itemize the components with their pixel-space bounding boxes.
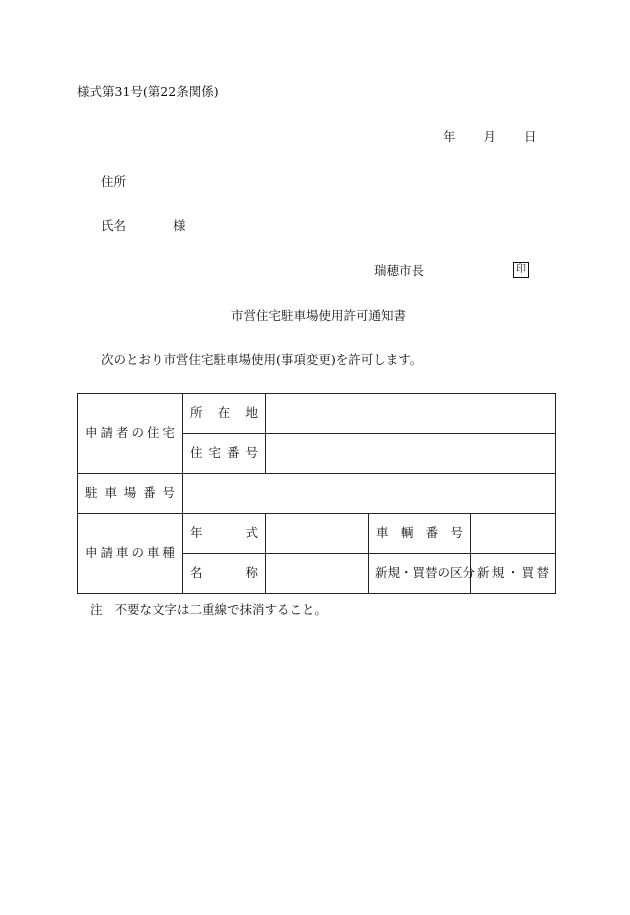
model-year-label: 年 式 — [190, 525, 258, 541]
date-month: 月 — [483, 129, 497, 144]
location-label: 所 在 地 — [190, 405, 258, 421]
note-text: 不要な文字は二重線で抹消すること。 — [114, 602, 328, 617]
applicant-house-label: 申 請 者 の 住 宅 — [85, 425, 175, 441]
vehicle-number-label: 車 輌 番 号 — [376, 525, 463, 541]
table-row — [78, 514, 556, 554]
vehicle-type-label: 申 請 車 の 車 種 — [85, 545, 175, 561]
note-prefix: 注 — [90, 602, 103, 617]
seal-mark: 印 — [513, 262, 529, 278]
house-number-value-cell — [266, 434, 556, 474]
honorific: 様 — [173, 218, 186, 233]
table-row — [78, 394, 556, 434]
recipient-name-line — [101, 220, 186, 233]
model-year-value-cell — [266, 514, 369, 554]
model-year-label-cell — [183, 514, 266, 554]
vehicle-name-value-cell — [266, 554, 369, 594]
date-year: 年 — [443, 129, 456, 144]
house-number-label: 住 宅 番 号 — [190, 445, 258, 461]
date-day: 日 — [524, 129, 537, 144]
new-replace-value: 新 規 ・ 買 替 — [477, 565, 550, 581]
table-row — [78, 474, 556, 514]
vehicle-name-label: 名 称 — [190, 565, 258, 581]
new-replace-label-cell — [369, 554, 476, 594]
vehicle-number-label-cell — [369, 514, 471, 554]
vehicle-type-label-cell — [78, 514, 183, 594]
location-value-cell — [266, 394, 556, 434]
location-label-cell — [183, 394, 266, 434]
new-replace-value-cell — [471, 554, 556, 594]
new-replace-label: 新規・買替の区分 — [375, 565, 476, 581]
issuer-name: 瑞穂市長 — [374, 263, 425, 278]
vehicle-number-value-cell — [471, 514, 556, 554]
body-text: 次のとおり市営住宅駐車場使用(事項変更)を許可します。 — [101, 352, 423, 367]
parking-number-value-cell — [183, 474, 556, 514]
parking-number-label-cell — [78, 474, 183, 514]
vehicle-name-label-cell — [183, 554, 266, 594]
date-line — [443, 131, 537, 144]
parking-number-label: 駐 車 場 番 号 — [85, 485, 175, 501]
house-number-label-cell — [183, 434, 266, 474]
form-number: 様式第31号(第22条関係) — [77, 84, 219, 99]
recipient-name-label: 氏名 — [101, 218, 127, 233]
document-title: 市営住宅駐車場使用許可通知書 — [231, 308, 407, 323]
applicant-house-label-cell — [78, 394, 183, 474]
permit-table — [77, 393, 556, 594]
footnote — [90, 604, 327, 617]
recipient-address-label: 住所 — [101, 174, 127, 189]
